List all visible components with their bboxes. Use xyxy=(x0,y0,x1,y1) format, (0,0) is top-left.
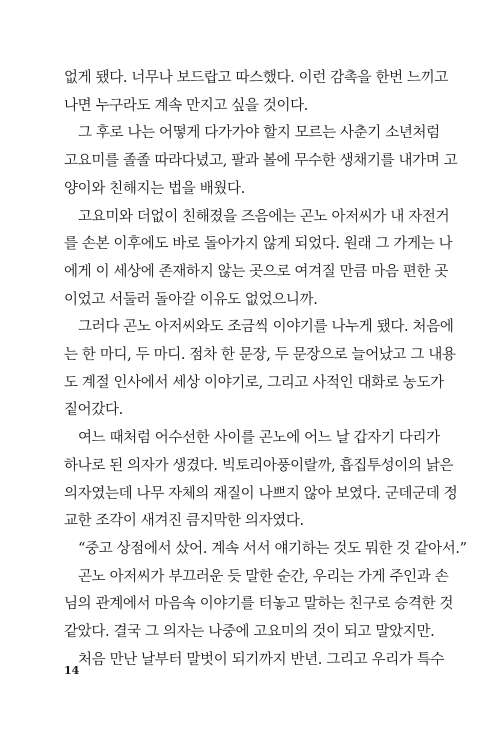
text-line: 그러다 곤노 아저씨와도 조금씩 이야기를 나누게 됐다. 처음에 xyxy=(78,319,454,336)
text-line: 를 손본 이후에도 바로 돌아가지 않게 되었다. 원래 그 가게는 나 xyxy=(64,236,453,253)
text-line: 곤노 아저씨가 부끄러운 듯 말한 순간, 우리는 가게 주인과 손 xyxy=(78,568,449,585)
text-line: 도 계절 인사에서 세상 이야기로, 그리고 사적인 대화로 농도가 xyxy=(64,374,444,391)
page-number: 14 xyxy=(64,664,80,677)
text-line: 여느 때처럼 어수선한 사이를 곤노에 어느 날 갑자기 다리가 xyxy=(78,430,440,447)
text-line: 이었고 서둘러 돌아갈 이유도 없었으니까. xyxy=(64,291,318,308)
text-line: 같았다. 결국 그 의자는 나중에 고요미의 것이 되고 말았지만. xyxy=(64,624,435,640)
text-line: 고요미를 졸졸 따라다녔고, 팔과 볼에 무수한 생채기를 내가며 고 xyxy=(64,153,458,170)
text-line: 는 한 마디, 두 마디. 점차 한 문장, 두 문장으로 늘어났고 그 내용 xyxy=(64,347,456,363)
text-line: 하나로 된 의자가 생겼다. 빅토리아풍이랄까, 흡집투성이의 낡은 xyxy=(64,457,454,474)
text-line: 의자였는데 나무 자체의 재질이 나쁘지 않아 보였다. 군데군데 정 xyxy=(64,485,458,502)
text-line: 짙어갔다. xyxy=(64,402,123,419)
text-line: 고요미와 더없이 친해졌을 즈음에는 곤노 아저씨가 내 자전거 xyxy=(78,208,450,225)
text-line: 나면 누구라도 계속 만지고 싶을 것이다. xyxy=(64,97,309,114)
text-line: 에게 이 세상에 존재하지 않는 곳으로 여겨질 만큼 마음 편한 곳 xyxy=(64,263,449,280)
text-line: 양이와 친해지는 법을 배웠다. xyxy=(64,180,245,197)
text-line: 교한 조각이 새겨진 큼지막한 의자였다. xyxy=(64,513,304,530)
text-line: “중고 상점에서 샀어. 계속 서서 얘기하는 것도 뭐한 것 같아서.” xyxy=(78,540,467,557)
text-line: 그 후로 나는 어떻게 다가가야 할지 모르는 사춘기 소년처럼 xyxy=(78,125,440,142)
text-line: 처음 만난 날부터 말벗이 되기까지 반년. 그리고 우리가 특수 xyxy=(78,651,445,668)
text-line: 없게 됐다. 너무나 보드랍고 따스했다. 이런 감촉을 한번 느끼고 xyxy=(64,70,449,86)
text-line: 님의 관계에서 마음속 이야기를 터놓고 말하는 친구로 승격한 것 xyxy=(64,596,454,613)
